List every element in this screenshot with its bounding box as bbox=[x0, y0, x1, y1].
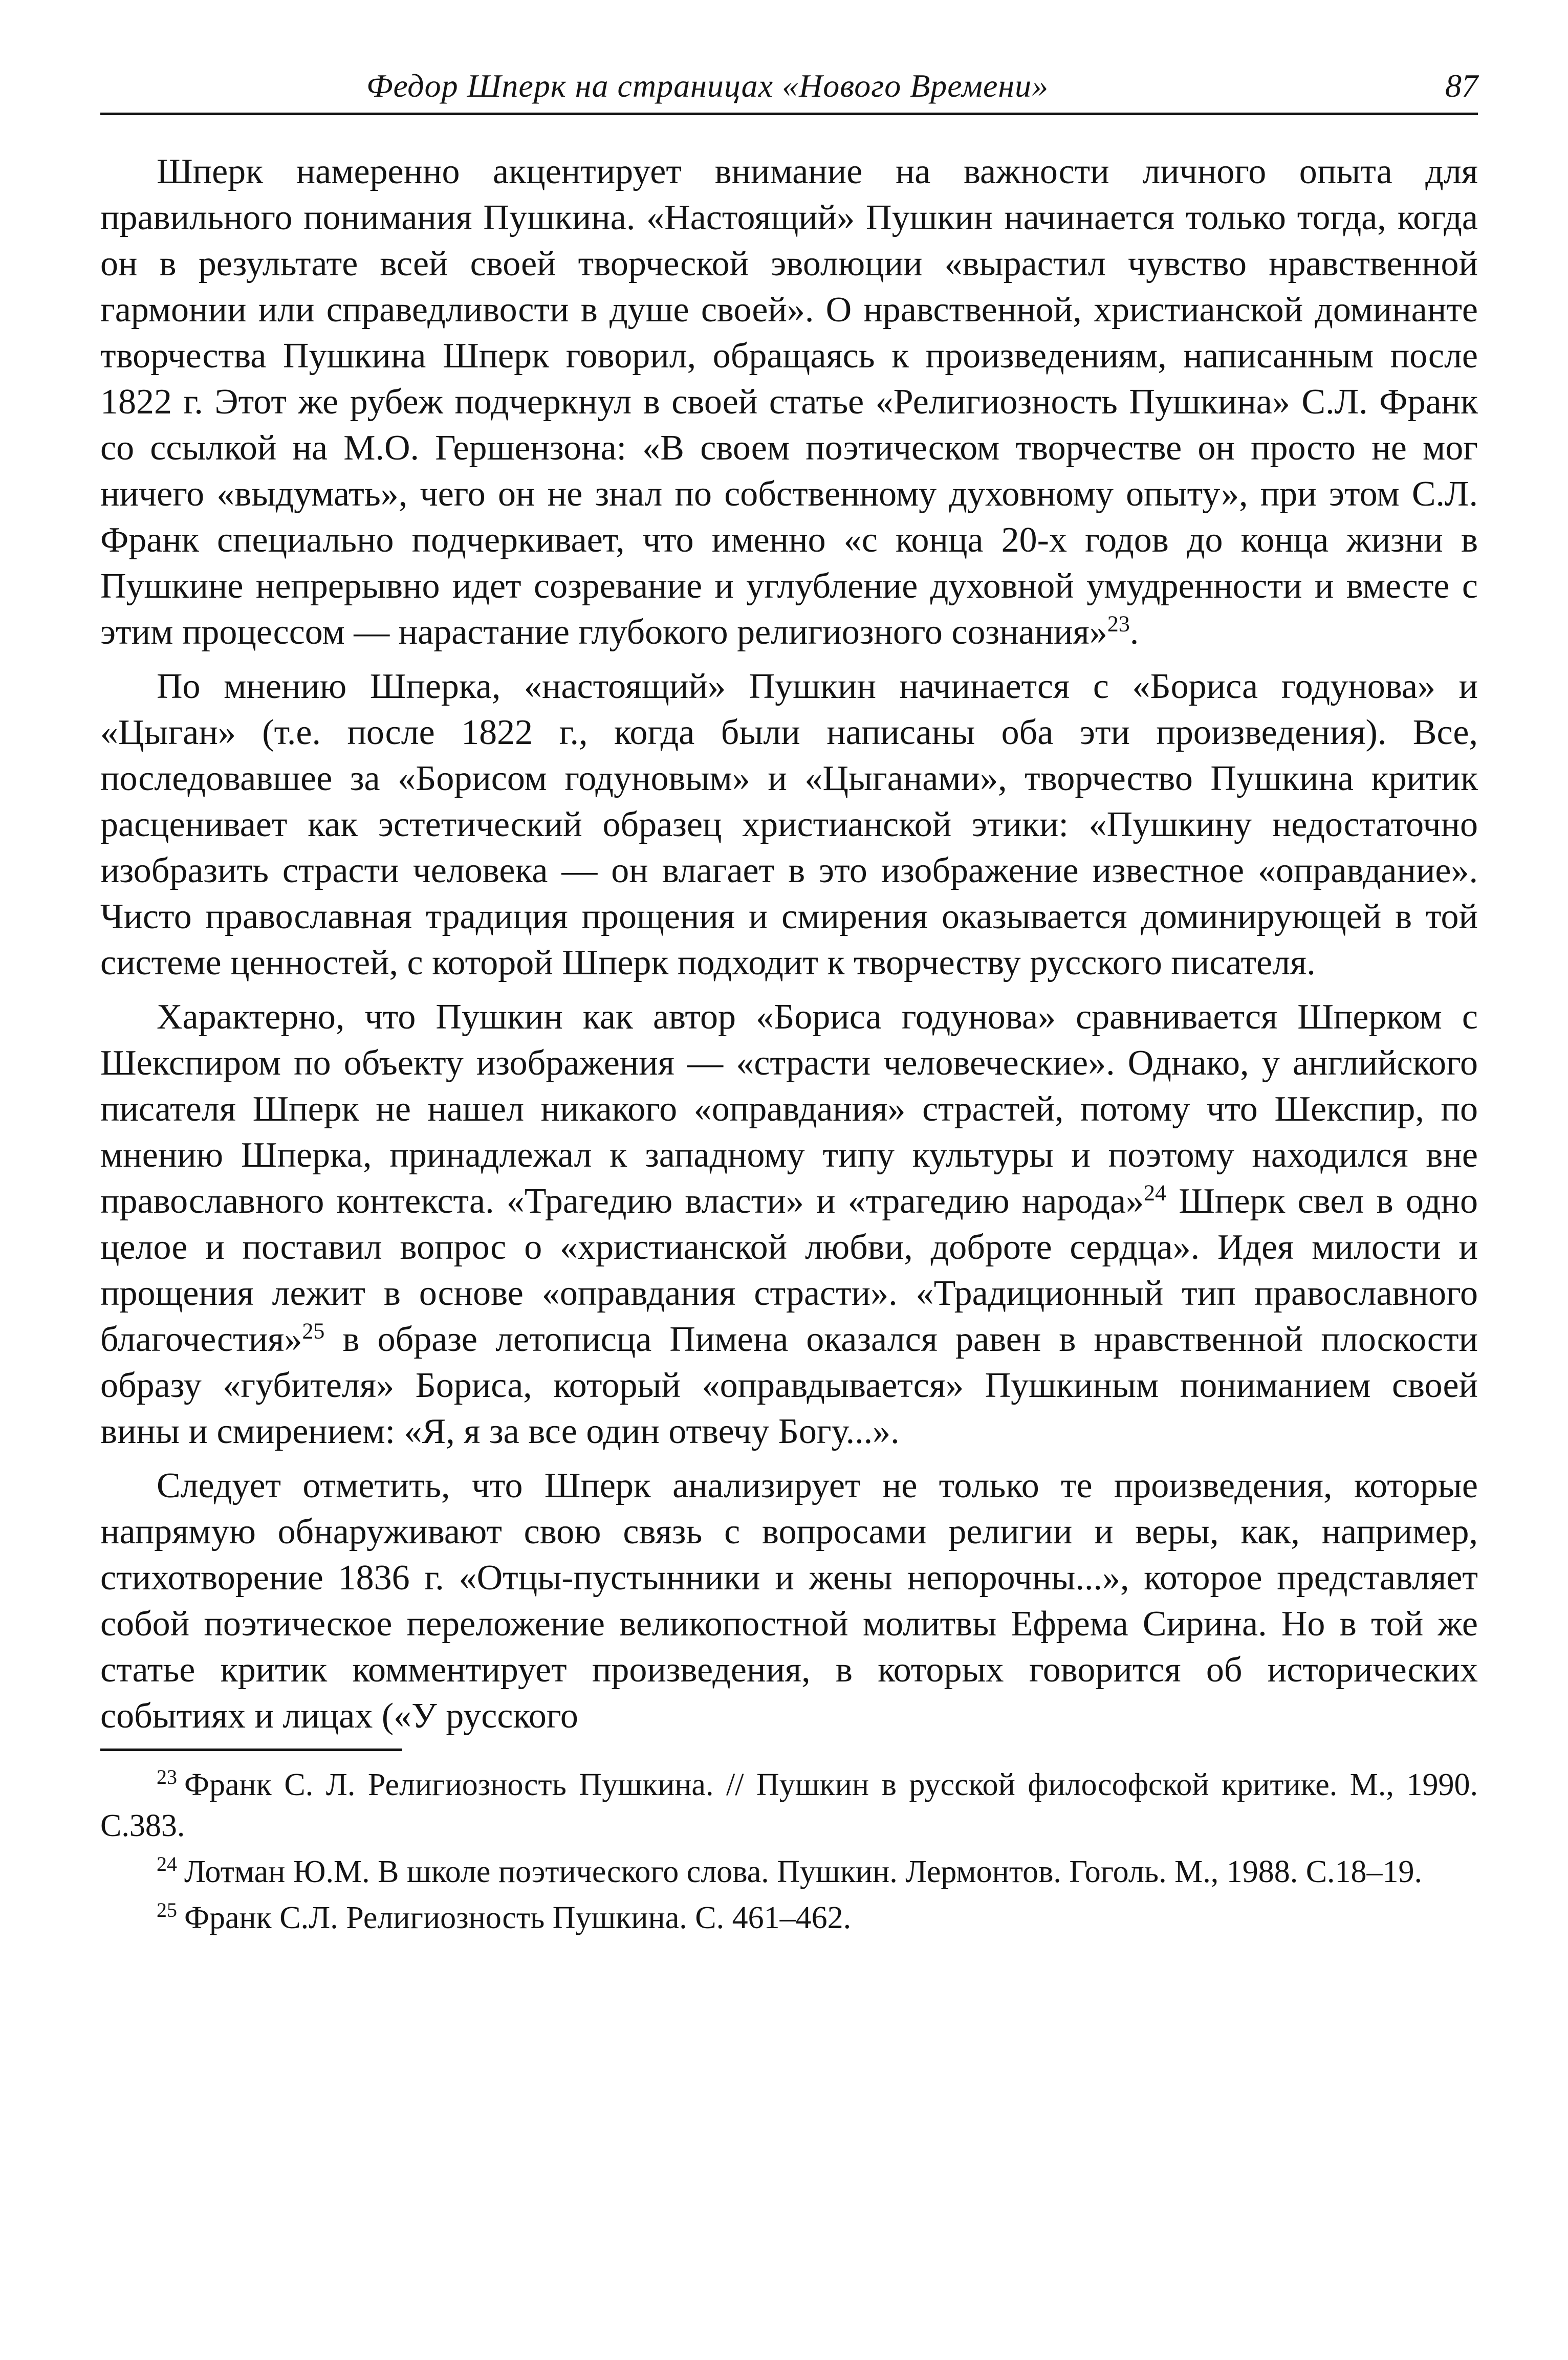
text-segment: . bbox=[1129, 613, 1139, 652]
footnote-ref-25: 25 bbox=[302, 1318, 325, 1344]
body-text bbox=[100, 149, 1478, 1739]
text-segment: Следует отметить, что Шперк анализирует не только те произведения, которые напрямую обнаруживают свою связь с вопросами религии и веры, как, например, стихотворение 1836 г. «Отцы-пустынники и жены непорочны...», которое представляет собой поэтическое переложение великопостной молитвы Ефрема Сирина. Но в той же статье критик комментирует произведения, в которых говорится об исторических событиях и лицах («У русского bbox=[100, 1466, 1478, 1736]
footnote-number: 24 bbox=[157, 1852, 177, 1876]
footnote-ref-24: 24 bbox=[1144, 1180, 1167, 1206]
text-segment: Шперк намеренно акцентирует внимание на важности личного опыта для правильного понимания Пушкина. «Настоящий» Пушкин начинается только тогда, когда он в результате всей своей творческой эволюции «вырастил чувство нравственной гармонии или справедливости в душе своей». О нравственной, христианской доминанте творчества Пушкина Шперк говорил, обращаясь к произведениям, написанным после 1822 г. Этот же рубеж подчеркнул в своей статье «Религиозность Пушкина» С.Л. Франк со ссылкой на М.О. Гершензона: «В своем поэтическом творчестве он просто не мог ничего «выдумать», чего он не знал по собственному духовному опыту», при этом С.Л. Франк специально подчеркивает, что именно «с конца 20-х годов до конца жизни в Пушкине непрерывно идет созревание и углубление духовной умудренности и вместе с этим процессом — нарастание глубокого религиозного сознания» bbox=[100, 152, 1478, 652]
footnote-divider bbox=[100, 1749, 402, 1751]
footnote-number: 23 bbox=[157, 1765, 177, 1789]
footnote-text: Лотман Ю.М. В школе поэтического слова. Пушкин. Лермонтов. Гоголь. М., 1988. С.18–19. bbox=[184, 1854, 1423, 1889]
paragraph-4 bbox=[100, 1463, 1478, 1739]
footnotes bbox=[100, 1764, 1478, 1938]
footnote-ref-23: 23 bbox=[1107, 611, 1130, 637]
paragraph-3 bbox=[100, 994, 1478, 1455]
footnote-24 bbox=[100, 1851, 1478, 1892]
running-title: Федор Шперк на страницах «Нового Времени» bbox=[366, 68, 1049, 104]
footnote-number: 25 bbox=[157, 1898, 177, 1922]
footnote-text: Франк С.Л. Религиозность Пушкина. С. 461–462. bbox=[184, 1900, 852, 1935]
running-header bbox=[100, 61, 1478, 115]
footnote-text: Франк С. Л. Религиозность Пушкина. // Пушкин в русской философской критике. М., 1990. С.383. bbox=[100, 1767, 1478, 1843]
paragraph-2 bbox=[100, 664, 1478, 986]
text-segment: По мнению Шперка, «настоящий» Пушкин начинается с «Бориса годунова» и «Цыган» (т.е. после 1822 г., когда были написаны оба эти произведения). Все, последовавшее за «Борисом годуновым» и «Цыганами», творчество Пушкина критик расценивает как эстетический образец христианской этики: «Пушкину недостаточно изобразить страсти человека — он влагает в это изображение известное «оправдание». Чисто православная традиция прощения и смирения оказывается доминирующей в той системе ценностей, с которой Шперк подходит к творчеству русского писателя. bbox=[100, 667, 1478, 982]
text-segment: в образе летописца Пимена оказался равен в нравственной плоскости образу «губителя» Бориса, который «оправдывается» Пушкиным пониманием своей вины и смирением: «Я, я за все один отвечу Богу...». bbox=[100, 1320, 1478, 1451]
paragraph-1 bbox=[100, 149, 1478, 655]
text-segment: Характерно, что Пушкин как автор «Бориса годунова» сравнивается Шперком с Шекспиром по объекту изображения — «страсти человеческие». Однако, у английского писателя Шперк не нашел никакого «оправдания» страстей, потому что Шекспир, по мнению Шперка, принадлежал к западному типу культуры и поэтому находился вне православного контекста. «Трагедию власти» и «трагедию народа» bbox=[100, 997, 1478, 1221]
page-number: 87 bbox=[1445, 68, 1478, 104]
book-page bbox=[100, 61, 1478, 1943]
text-segment: Шперк свел в одно целое и поставил вопрос о «христианской любви, доброте сердца». Идея милости и прощения лежит в основе «оправдания страсти». «Традиционный тип православного благочестия» bbox=[100, 1182, 1478, 1359]
footnote-23 bbox=[100, 1764, 1478, 1846]
footnote-25 bbox=[100, 1897, 1478, 1938]
